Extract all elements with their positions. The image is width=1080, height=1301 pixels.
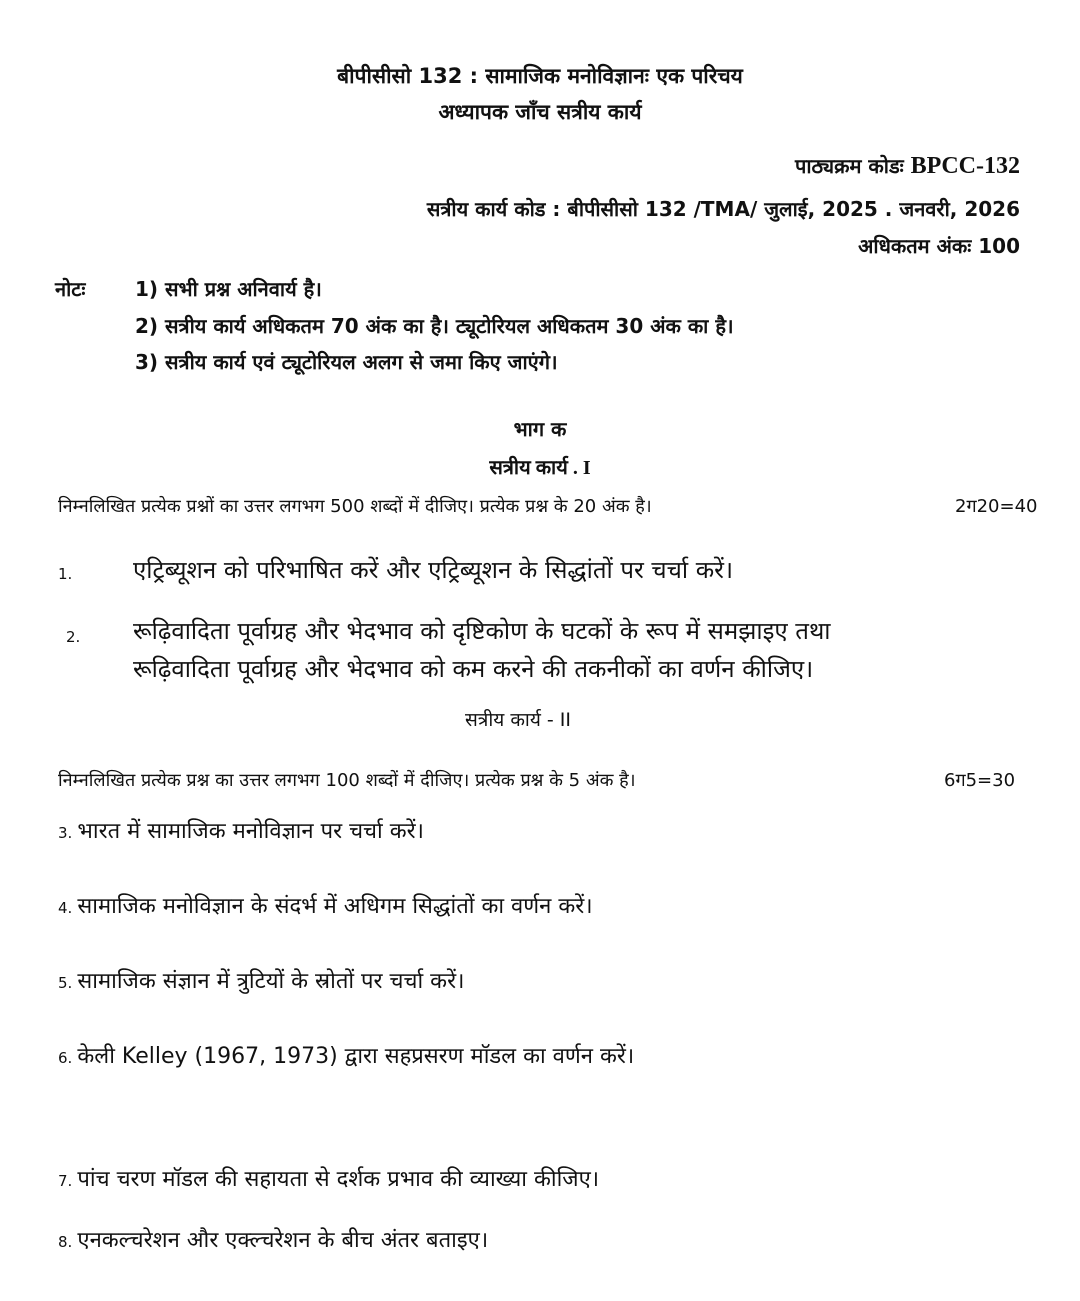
- question-text: एट्रिब्यूशन को परिभाषित करें और एट्रिब्यूशन के सिद्धांतों पर चर्चा करें।: [133, 556, 734, 584]
- question-text: भारत में सामाजिक मनोविज्ञान पर चर्चा करें।: [77, 819, 424, 844]
- assignment-1-marks: 2ग20=40: [955, 496, 1038, 517]
- document-title: बीपीसीसो 132 : सामाजिक मनोविज्ञानः एक परिचय: [337, 64, 743, 88]
- document-subtitle: अध्यापक जाँच सत्रीय कार्य: [438, 100, 642, 124]
- max-marks: अधिकतम अंकः 100: [858, 234, 1020, 258]
- list-item: [58, 1163, 599, 1193]
- question-number: 3.: [58, 824, 73, 842]
- note-item-2: 2) सत्रीय कार्य अधिकतम 70 अंक का है। ट्यूटोरियल अधिकतम 30 अंक का है।: [135, 314, 734, 338]
- question-text: एनकल्चरेशन और एक्ल्चरेशन के बीच अंतर बताइए।: [77, 1228, 489, 1253]
- course-code-line: [795, 152, 1020, 180]
- note-item-3: 3) सत्रीय कार्य एवं ट्यूटोरियल अलग से जमा किए जाएंगे।: [135, 350, 558, 374]
- list-item: [58, 890, 593, 920]
- question-number: 1.: [58, 565, 73, 583]
- question-number: 6.: [58, 1049, 73, 1067]
- course-code: BPCC-132: [910, 153, 1020, 179]
- question-number: 5.: [58, 974, 73, 992]
- question-text-line1: रूढ़िवादिता पूर्वाग्रह और भेदभाव को दृष्टिकोण के घटकों के रूप में समझाइए तथा: [133, 617, 831, 645]
- question-text: सामाजिक मनोविज्ञान के संदर्भ में अधिगम सिद्धांतों का वर्णन करें।: [77, 894, 593, 919]
- part-heading: भाग क: [513, 417, 567, 441]
- question-text: केली Kelley (1967, 1973) द्वारा सहप्रसरण मॉडल का वर्णन करें।: [77, 1044, 635, 1069]
- question-number: 2.: [66, 628, 81, 646]
- assignment-2-title: सत्रीय कार्य - II: [465, 709, 571, 731]
- note-item-1: 1) सभी प्रश्न अनिवार्य है।: [135, 277, 322, 301]
- question-number: 7.: [58, 1172, 73, 1190]
- question-number: 8.: [58, 1233, 73, 1251]
- list-item: [58, 965, 464, 995]
- assignment-2-instruction: निम्नलिखित प्रत्येक प्रश्न का उत्तर लगभग 100 शब्दों में दीजिए। प्रत्येक प्रश्न के 5 अंक है।: [58, 770, 636, 791]
- list-item: [58, 1040, 634, 1070]
- list-item: [58, 815, 424, 845]
- assignment-1-instruction: निम्नलिखित प्रत्येक प्रश्नों का उत्तर लगभग 500 शब्दों में दीजिए। प्रत्येक प्रश्न के 20 अंक है।: [58, 496, 652, 517]
- question-number: 4.: [58, 899, 73, 917]
- question-text-line2: रूढ़िवादिता पूर्वाग्रह और भेदभाव को कम करने की तकनीकों का वर्णन कीजिए।: [133, 655, 814, 683]
- question-text: पांच चरण मॉडल की सहायता से दर्शक प्रभाव की व्याख्या कीजिए।: [77, 1167, 600, 1192]
- course-code-label: पाठ्यक्रम कोडः: [795, 154, 904, 178]
- question-text: सामाजिक संज्ञान में त्रुटियों के स्रोतों पर चर्चा करें।: [77, 969, 465, 994]
- assignment-1-title: सत्रीय कार्य . I: [489, 457, 591, 479]
- note-label: नोटः: [55, 277, 86, 301]
- assignment-code: सत्रीय कार्य कोड : बीपीसीसो 132 /TMA/ जुलाई, 2025 . जनवरी, 2026: [426, 197, 1020, 221]
- assignment-2-marks: 6ग5=30: [944, 770, 1016, 791]
- list-item: [58, 1224, 488, 1254]
